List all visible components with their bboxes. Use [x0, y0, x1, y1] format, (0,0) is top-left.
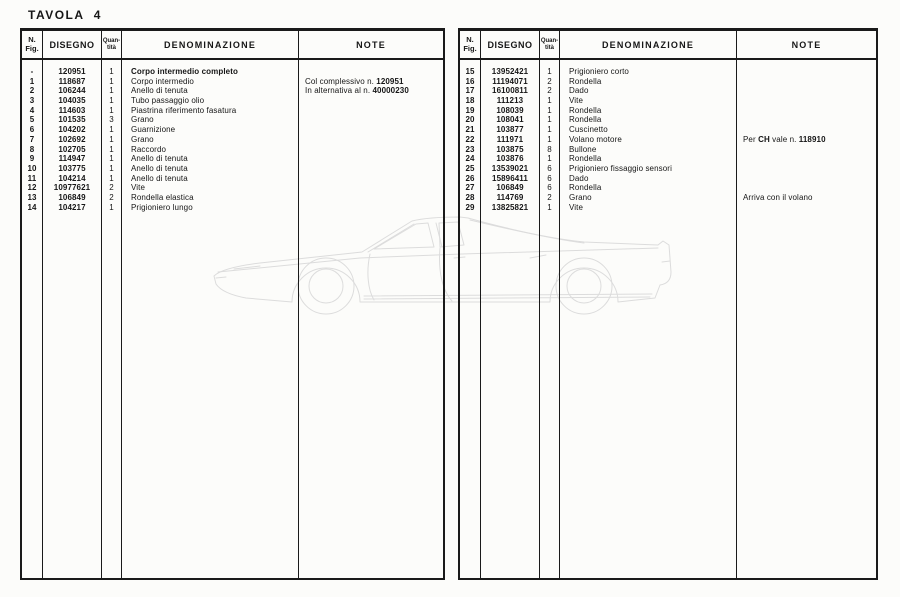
note-segment: Arriva con il volano: [743, 192, 813, 202]
fig-cell: 3: [29, 96, 35, 106]
denominazione-cell: Vite: [569, 96, 584, 106]
note-segment: Per: [743, 134, 759, 144]
disegno-cell: 103775: [58, 163, 86, 173]
denominazione-cell: Dado: [569, 86, 589, 96]
denominazione-cell: Rondella: [569, 154, 602, 164]
disegno-cell: 108041: [496, 115, 524, 125]
qty-cell: 6: [547, 163, 552, 173]
note-cell: [305, 77, 443, 87]
fig-cell: 13: [27, 192, 37, 202]
fig-cell: 7: [29, 134, 35, 144]
column-header-fig-line: N.: [28, 35, 36, 44]
disegno-cell: 102692: [58, 134, 86, 144]
note-cell: [743, 203, 876, 213]
column-den: [122, 60, 299, 578]
qty-cell: 2: [547, 76, 552, 86]
note-cell: [305, 183, 443, 193]
column-header-fig-line: N.: [466, 35, 474, 44]
qty-cell: 1: [109, 96, 114, 106]
note-segment: 40000230: [372, 86, 409, 96]
denominazione-cell: Bullone: [569, 144, 597, 154]
fig-cell: 27: [465, 183, 475, 193]
column-fig: [22, 60, 43, 578]
fig-cell: 1: [29, 76, 35, 86]
note-cell: [743, 193, 876, 203]
qty-cell: 1: [547, 134, 552, 144]
qty-cell: 2: [547, 86, 552, 96]
qty-cell: 3: [109, 115, 114, 125]
parts-table-left: [20, 28, 445, 580]
qty-cell: 1: [109, 154, 114, 164]
column-header-fig-line: Fig.: [463, 43, 477, 53]
column-header-denominazione: DENOMINAZIONE: [122, 31, 299, 58]
qty-cell: 2: [547, 192, 552, 202]
disegno-cell: 106849: [496, 183, 524, 193]
note-cell: [305, 135, 443, 145]
column-header-disegno: DISEGNO: [481, 31, 540, 58]
disegno-cell: 106244: [58, 86, 86, 96]
qty-cell: 1: [547, 96, 552, 106]
note-cell: [743, 86, 876, 96]
disegno-cell: 103877: [496, 125, 524, 135]
column-disegno: [481, 60, 540, 578]
disegno-cell: 13952421: [491, 67, 529, 76]
fig-cell: 2: [29, 86, 35, 96]
fig-cell: 8: [29, 144, 35, 154]
fig-cell: 5: [29, 115, 35, 125]
note-cell: [305, 145, 443, 155]
column-header-denominazione: DENOMINAZIONE: [560, 31, 737, 58]
fig-cell: 18: [465, 96, 475, 106]
qty-cell: 1: [109, 67, 114, 76]
disegno-cell: 11194071: [492, 76, 528, 86]
denominazione-cell: Anello di tenuta: [131, 173, 188, 183]
denominazione-cell: Corpo intermedio completo: [131, 67, 238, 76]
qty-cell: 1: [109, 134, 114, 144]
denominazione-cell: Anello di tenuta: [131, 163, 188, 173]
fig-cell: 12: [27, 183, 37, 193]
column-note: [737, 60, 876, 578]
note-cell: [743, 154, 876, 164]
denominazione-cell: Anello di tenuta: [131, 86, 188, 96]
denominazione-cell: Rondella: [569, 115, 602, 125]
qty-cell: 6: [547, 173, 552, 183]
disegno-cell: 15896411: [492, 173, 528, 183]
note-cell: [743, 77, 876, 87]
qty-cell: 2: [109, 183, 114, 193]
qty-cell: 1: [109, 144, 114, 154]
table-header: [460, 31, 876, 60]
fig-cell: 20: [465, 115, 475, 125]
disegno-cell: 101535: [58, 115, 86, 125]
disegno-cell: 114947: [58, 154, 86, 164]
column-header-note: NOTE: [356, 39, 386, 50]
denominazione-cell: Grano: [569, 192, 592, 202]
denominazione-cell: Piastrina riferimento fasatura: [131, 105, 237, 115]
fig-cell: 16: [465, 76, 475, 86]
note-cell: [743, 115, 876, 125]
fig-cell: 15: [465, 67, 475, 76]
parts-table-right: [458, 28, 878, 580]
table-header: [22, 31, 443, 60]
denominazione-cell: Rondella: [569, 183, 602, 193]
note-cell: [743, 145, 876, 155]
denominazione-cell: Grano: [131, 115, 154, 125]
column-qty: [540, 60, 560, 578]
fig-cell: 10: [27, 163, 37, 173]
fig-cell: 21: [465, 125, 475, 135]
disegno-cell: 13825821: [491, 202, 529, 212]
disegno-cell: 108039: [496, 105, 524, 115]
qty-cell: 1: [109, 163, 114, 173]
disegno-cell: 114769: [496, 192, 524, 202]
fig-cell: 26: [465, 173, 475, 183]
column-qty: [102, 60, 122, 578]
column-header-fig: [22, 31, 43, 58]
column-disegno: [43, 60, 102, 578]
qty-cell: 1: [109, 105, 114, 115]
disegno-cell: 111213: [496, 96, 524, 106]
note-cell: [743, 174, 876, 184]
disegno-cell: 103876: [496, 154, 524, 164]
fig-cell: -: [30, 67, 34, 76]
note-cell: [743, 183, 876, 193]
note-segment: 120951: [376, 76, 404, 86]
note-cell: [743, 106, 876, 116]
note-cell: [743, 164, 876, 174]
note-segment: vale n.: [769, 134, 799, 144]
fig-cell: 14: [27, 202, 37, 212]
note-segment: Col complessivo n.: [305, 76, 377, 86]
note-cell: [305, 125, 443, 135]
denominazione-cell: Vite: [131, 183, 146, 193]
note-cell: [305, 67, 443, 77]
denominazione-cell: Prigioniero fissaggio sensori: [569, 163, 672, 173]
note-cell: [305, 106, 443, 116]
note-cell: [305, 115, 443, 125]
note-segment: 118910: [798, 134, 826, 144]
disegno-cell: 16100811: [492, 86, 528, 96]
note-cell: [305, 193, 443, 203]
column-header-disegno: DISEGNO: [43, 31, 102, 58]
column-header-quantita-line: tità: [107, 44, 116, 51]
note-cell: [305, 174, 443, 184]
denominazione-cell: Rondella: [569, 105, 602, 115]
fig-cell: 19: [465, 105, 475, 115]
qty-cell: 8: [547, 144, 552, 154]
note-cell: [305, 96, 443, 106]
disegno-cell: 111971: [496, 134, 524, 144]
denominazione-cell: Prigioniero lungo: [131, 202, 193, 212]
denominazione-cell: Vite: [569, 202, 584, 212]
fig-cell: 11: [27, 173, 37, 183]
qty-cell: 2: [109, 192, 114, 202]
qty-cell: 1: [109, 125, 114, 135]
disegno-cell: 120951: [58, 67, 86, 76]
fig-cell: 28: [465, 192, 475, 202]
note-segment: CH: [758, 134, 770, 144]
qty-cell: 1: [547, 125, 552, 135]
note-cell: [743, 125, 876, 135]
disegno-cell: 106849: [58, 192, 86, 202]
denominazione-cell: Prigioniero corto: [569, 67, 629, 76]
qty-cell: 1: [547, 67, 552, 76]
note-cell: [305, 154, 443, 164]
table-body: [460, 60, 876, 578]
qty-cell: 1: [109, 86, 114, 96]
disegno-cell: 102705: [58, 144, 86, 154]
disegno-cell: 13539021: [491, 163, 529, 173]
page-title: TAVOLA 4: [28, 8, 102, 22]
column-header-quantita-line: Quan-: [540, 37, 559, 44]
column-header-fig-line: Fig.: [25, 43, 39, 53]
column-fig: [460, 60, 481, 578]
denominazione-cell: Dado: [569, 173, 589, 183]
column-den: [560, 60, 737, 578]
denominazione-cell: Raccordo: [131, 144, 167, 154]
column-header-note: NOTE: [791, 39, 822, 50]
note-cell: [305, 86, 443, 96]
qty-cell: 1: [547, 115, 552, 125]
qty-cell: 1: [547, 202, 552, 212]
qty-cell: 1: [547, 154, 552, 164]
column-header-quantita: [102, 31, 122, 58]
fig-cell: 9: [29, 154, 35, 164]
note-cell: [305, 203, 443, 213]
disegno-cell: 104035: [58, 96, 86, 106]
qty-cell: 1: [109, 173, 114, 183]
disegno-cell: 104217: [58, 202, 86, 212]
fig-cell: 22: [465, 134, 475, 144]
qty-cell: 1: [109, 76, 114, 86]
column-note: [299, 60, 443, 578]
column-header-quantita-line: Quan-: [102, 37, 121, 44]
disegno-cell: 10977621: [53, 183, 91, 193]
denominazione-cell: Corpo intermedio: [131, 76, 194, 86]
disegno-cell: 114603: [58, 105, 86, 115]
fig-cell: 6: [29, 125, 35, 135]
qty-cell: 1: [547, 105, 552, 115]
disegno-cell: 118687: [58, 76, 86, 86]
fig-cell: 29: [465, 202, 475, 212]
denominazione-cell: Volano motore: [569, 134, 622, 144]
note-cell: [743, 135, 876, 145]
disegno-cell: 104214: [58, 173, 86, 183]
fig-cell: 17: [465, 86, 475, 96]
denominazione-cell: Rondella elastica: [131, 192, 194, 202]
denominazione-cell: Anello di tenuta: [131, 154, 188, 164]
column-header-quantita-line: tità: [545, 44, 554, 51]
fig-cell: 24: [465, 154, 475, 164]
note-cell: [305, 164, 443, 174]
denominazione-cell: Rondella: [569, 76, 602, 86]
fig-cell: 23: [465, 144, 475, 154]
column-header-fig: [460, 31, 481, 58]
note-cell: [743, 67, 876, 77]
disegno-cell: 104202: [58, 125, 86, 135]
column-header-quantita: [540, 31, 560, 58]
denominazione-cell: Tubo passaggio olio: [131, 96, 205, 106]
fig-cell: 4: [29, 105, 35, 115]
note-segment: In alternativa al n.: [305, 86, 373, 96]
disegno-cell: 103875: [496, 144, 524, 154]
denominazione-cell: Guarnizione: [131, 125, 176, 135]
qty-cell: 1: [109, 202, 114, 212]
table-body: [22, 60, 443, 578]
denominazione-cell: Grano: [131, 134, 154, 144]
fig-cell: 25: [465, 163, 475, 173]
denominazione-cell: Cuscinetto: [569, 125, 608, 135]
note-cell: [743, 96, 876, 106]
qty-cell: 6: [547, 183, 552, 193]
